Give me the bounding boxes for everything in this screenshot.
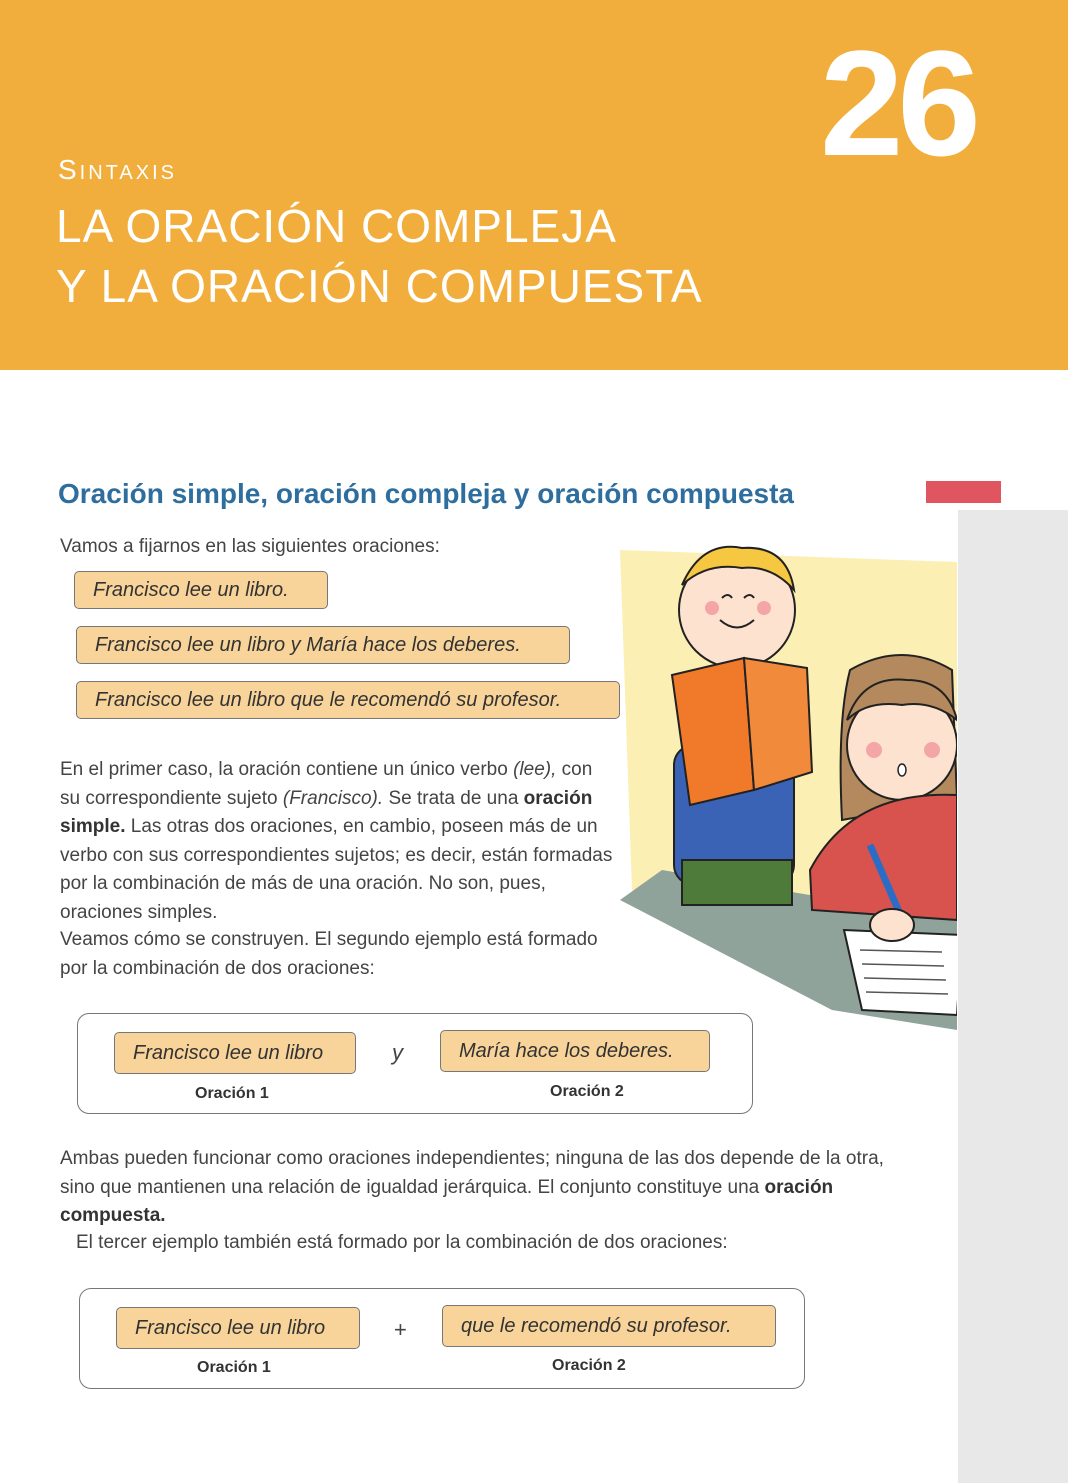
term-oracion-simple: oración simple.: [60, 787, 593, 837]
page-title: [56, 196, 703, 316]
para1-text-1: En el primer caso, la oración contiene un único verbo: [60, 759, 514, 780]
para3-text: Ambas pueden funcionar como oraciones independientes; ninguna de las dos depende de la otra, sino que mantienen una relación de igualdad jerárquica. El conjunto constituye una: [60, 1148, 884, 1198]
diagram1-label-2: Oración 2: [550, 1083, 624, 1100]
title-line-2: Y LA ORACIÓN COMPUESTA: [56, 260, 703, 312]
diagram1-label-1: Oración 1: [195, 1085, 269, 1102]
paragraph-2: Veamos cómo se construyen. El segundo ejemplo está formado por la combinación de dos oraciones:: [60, 929, 598, 979]
paragraph-3: [60, 1145, 920, 1231]
diagram1-clause-1: Francisco lee un libro: [114, 1032, 356, 1074]
para1-verb: (lee),: [513, 759, 557, 780]
title-line-1: LA ORACIÓN COMPLEJA: [56, 200, 617, 252]
diagram2-clause-1: Francisco lee un libro: [116, 1307, 360, 1349]
intro-text: Vamos a fijarnos en las siguientes oraciones:: [60, 536, 440, 557]
example-sentence-1: Francisco lee un libro.: [74, 571, 328, 609]
diagram2-label-1: Oración 1: [197, 1359, 271, 1376]
term-oracion-compuesta: oración compuesta.: [60, 1176, 834, 1226]
paragraph-4: El tercer ejemplo también está formado por la combinación de dos oraciones:: [76, 1232, 728, 1253]
diagram2-clause-2: que le recomendó su profesor.: [442, 1305, 776, 1347]
section-label: Sintaxis: [58, 154, 177, 185]
para1-text-3: Se trata de una: [383, 787, 524, 809]
para1-text-2: con su correspondiente sujeto: [60, 759, 593, 809]
compound-sentence-diagram: [77, 1013, 753, 1114]
diagram1-connector: y: [392, 1040, 403, 1065]
section-marker: [926, 481, 1001, 503]
example-sentence-2: Francisco lee un libro y María hace los deberes.: [76, 626, 570, 664]
para1-text-4: Las otras dos oraciones, en cambio, poseen más de un verbo con sus correspondientes sujetos; es decir, están formadas por la combinación de más de una oración. No son, pues, oraciones simples.: [60, 816, 613, 923]
diagram1-clause-2: María hace los deberes.: [440, 1030, 710, 1072]
para1-subject: (Francisco).: [282, 787, 384, 809]
chapter-header: [0, 0, 1068, 370]
paragraph-1: [60, 756, 616, 927]
example-sentence-3: Francisco lee un libro que le recomendó su profesor.: [76, 681, 620, 719]
diagram2-connector: +: [394, 1317, 407, 1342]
right-margin-strip: [958, 510, 1068, 1483]
chapter-number: 26: [820, 19, 975, 187]
boy-reading-girl-writing-illustration: [612, 540, 957, 1030]
diagram2-label-2: Oración 2: [552, 1357, 626, 1374]
complex-sentence-diagram: [79, 1288, 805, 1389]
section-heading: Oración simple, oración compleja y oración compuesta: [58, 478, 794, 509]
